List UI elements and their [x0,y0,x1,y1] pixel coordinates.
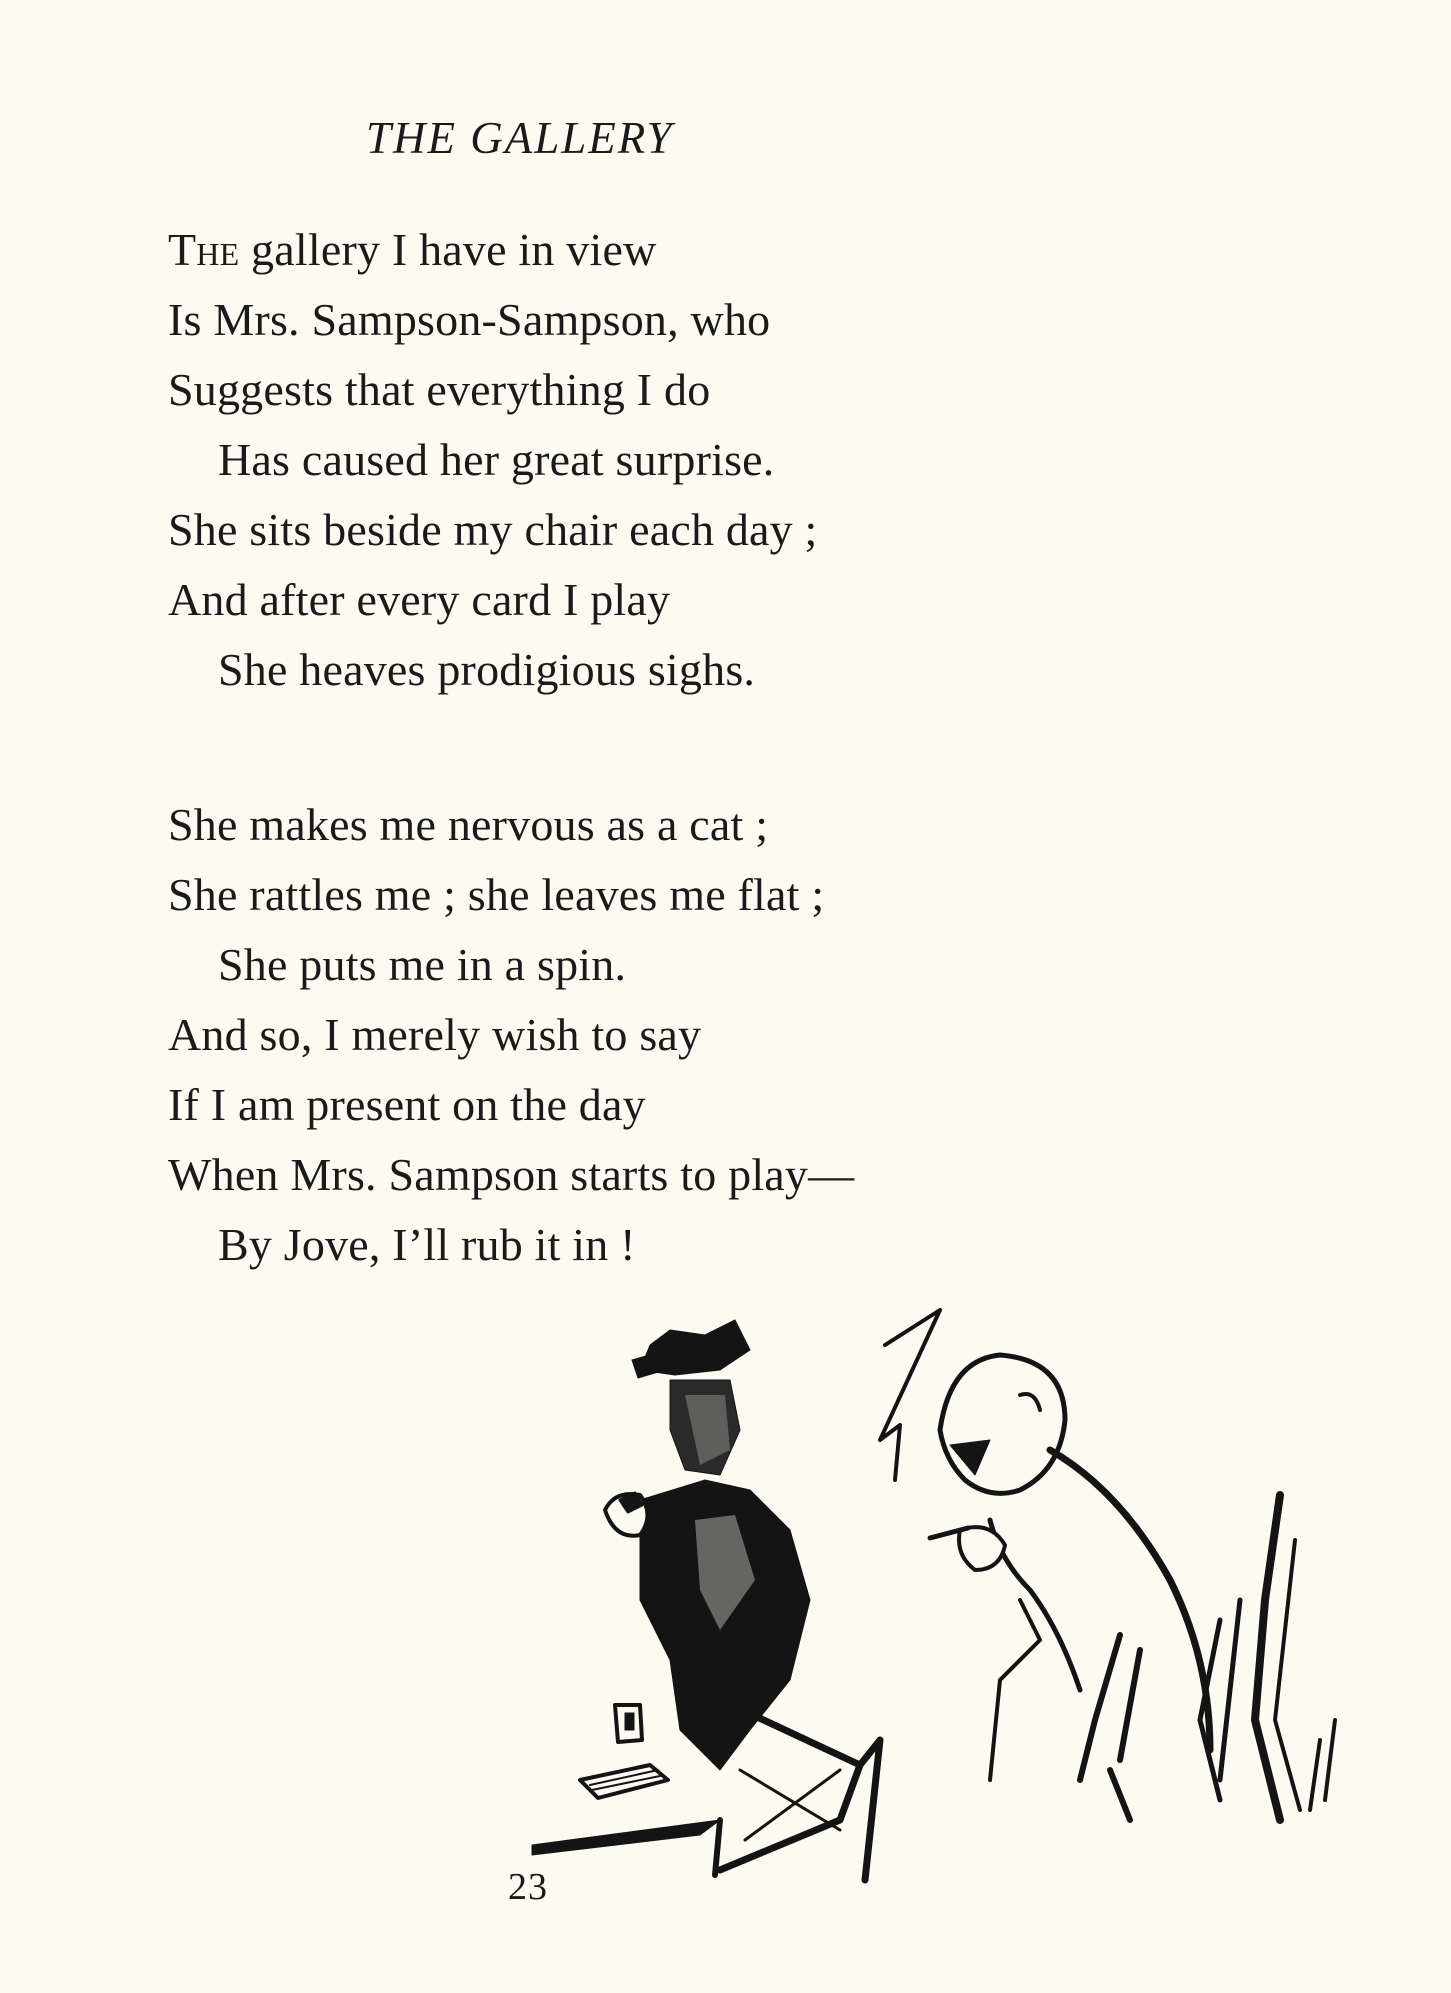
poem-line: And after every card I play [168,574,671,625]
poem-line: If I am present on the day [168,1079,646,1130]
poem-line: And so, I merely wish to say [168,1009,702,1060]
poem-line: She rattles me ; she leaves me flat ; [168,869,825,920]
poem-line-indented: Has caused her great surprise. [218,434,775,485]
poem-line-indented: By Jove, I’ll rub it in ! [218,1219,636,1270]
stanza-1 [168,215,818,705]
poem-line [168,215,818,285]
small-caps-lead: The [168,224,240,275]
poem-title: THE GALLERY [366,113,674,163]
poem-line: When Mrs. Sampson starts to play— [168,1149,855,1200]
page-number: 23 [508,1866,548,1908]
poem-line: Suggests that everything I do [168,364,711,415]
poem-line-indented: She puts me in a spin. [218,939,627,990]
poem-line-indented: She heaves prodigious sighs. [218,644,756,695]
stanza-2 [168,790,854,1280]
poem-line: She sits beside my chair each day ; [168,504,818,555]
card-players-sketch-icon [520,1300,1380,1890]
line-text: gallery I have in view [239,224,657,275]
poem-line: Is Mrs. Sampson-Sampson, who [168,294,771,345]
poem-line: She makes me nervous as a cat ; [168,799,769,850]
